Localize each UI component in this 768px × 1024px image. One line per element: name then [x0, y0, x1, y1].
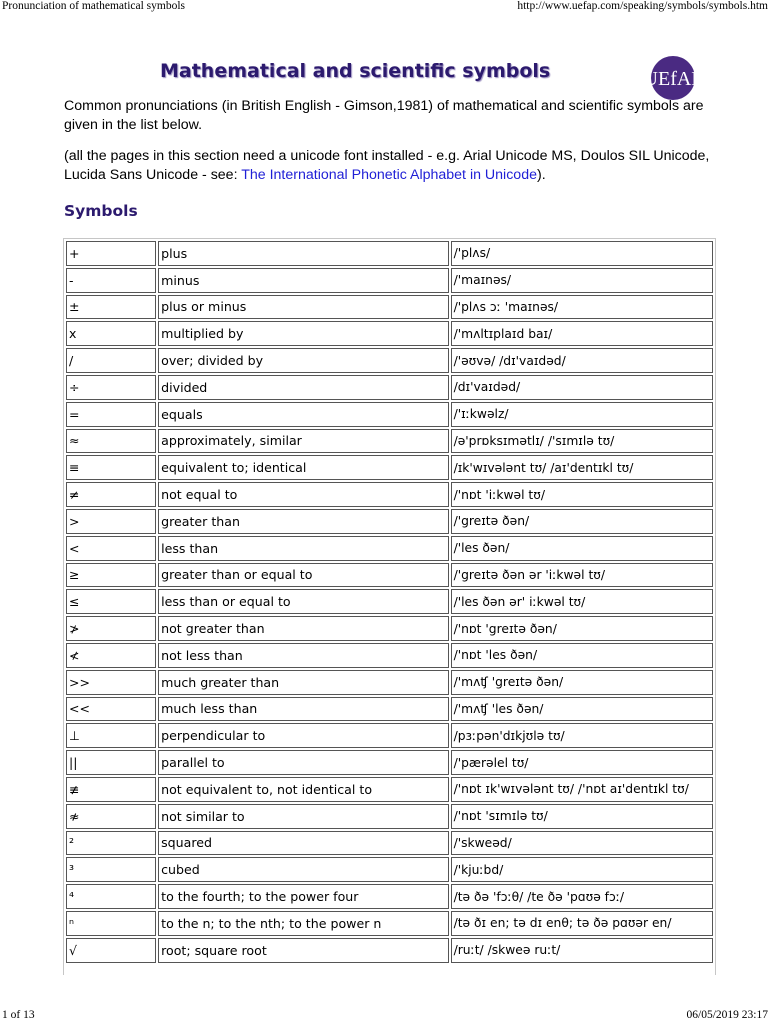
- pronunciation-cell: /'les ðən ər' iːkwəl tʊ/: [451, 589, 713, 614]
- pronunciation-cell: /'greɪtə ðən ər 'iːkwəl tʊ/: [451, 563, 713, 588]
- symbol-cell: ±: [66, 295, 156, 320]
- symbol-cell: ≮: [66, 643, 156, 668]
- table-row: [66, 857, 713, 882]
- meaning-cell: parallel to: [158, 750, 448, 775]
- table-row: [66, 697, 713, 722]
- table-row: [66, 563, 713, 588]
- symbol-cell: √: [66, 938, 156, 963]
- pronunciation-cell: /'nɒt 'les ðən/: [451, 643, 713, 668]
- symbol-cell: <<: [66, 697, 156, 722]
- meaning-cell: perpendicular to: [158, 723, 448, 748]
- table-row: [66, 911, 713, 936]
- pronunciation-cell: /tə ðɪ en; tə dɪ enθ; tə ðə pɑʊər en/: [451, 911, 713, 936]
- font-note-paragraph: [64, 147, 714, 185]
- symbol-cell: =: [66, 402, 156, 427]
- symbol-cell: >>: [66, 670, 156, 695]
- symbol-cell: /: [66, 348, 156, 373]
- pronunciation-cell: /'maɪnəs/: [451, 268, 713, 293]
- meaning-cell: not similar to: [158, 804, 448, 829]
- meaning-cell: equivalent to; identical: [158, 455, 448, 480]
- pronunciation-cell: /'greɪtə ðən/: [451, 509, 713, 534]
- meaning-cell: divided: [158, 375, 448, 400]
- font-note-closing: ).: [536, 167, 546, 183]
- pronunciation-cell: /tə ðə 'fɔːθ/ /te ðə 'pɑʊə fɔː/: [451, 884, 713, 909]
- meaning-cell: plus or minus: [158, 295, 448, 320]
- meaning-cell: not greater than: [158, 616, 448, 641]
- symbol-cell: ≠: [66, 482, 156, 507]
- table-row: [66, 804, 713, 829]
- print-header-title: Pronunciation of mathematical symbols: [2, 0, 186, 12]
- symbol-cell: -: [66, 268, 156, 293]
- pronunciation-cell: /'skweəd/: [451, 831, 713, 856]
- symbol-cell: ³: [66, 857, 156, 882]
- table-row: [66, 268, 713, 293]
- pronunciation-cell: /'mʌʧ 'greɪtə ðən/: [451, 670, 713, 695]
- table-row: [66, 777, 713, 802]
- table-row: [66, 884, 713, 909]
- symbol-cell: ≉: [66, 804, 156, 829]
- table-row: [66, 295, 713, 320]
- pronunciation-cell: /'nɒt ɪk'wɪvələnt tʊ/ /'nɒt aɪ'dentɪkl tʊ/: [451, 777, 713, 802]
- symbols-table-container: [63, 238, 716, 975]
- page-number: 1 of 13: [2, 1009, 35, 1021]
- symbol-cell: ≈: [66, 429, 156, 454]
- pronunciation-cell: /'plʌs ɔː 'maɪnəs/: [451, 295, 713, 320]
- meaning-cell: approximately, similar: [158, 429, 448, 454]
- pronunciation-cell: /'les ðən/: [451, 536, 713, 561]
- pronunciation-cell: /dɪ'vaɪdəd/: [451, 375, 713, 400]
- symbol-cell: ≥: [66, 563, 156, 588]
- symbols-table: [64, 239, 715, 965]
- symbol-cell: x: [66, 321, 156, 346]
- symbol-cell: ≯: [66, 616, 156, 641]
- meaning-cell: greater than: [158, 509, 448, 534]
- meaning-cell: less than: [158, 536, 448, 561]
- table-row: [66, 643, 713, 668]
- pronunciation-cell: /'mʌʧ 'les ðən/: [451, 697, 713, 722]
- pronunciation-cell: /'nɒt 'sɪmɪlə tʊ/: [451, 804, 713, 829]
- pronunciation-cell: /pɜːpən'dɪkjʊlə tʊ/: [451, 723, 713, 748]
- table-row: [66, 402, 713, 427]
- print-header-url: http://www.uefap.com/speaking/symbols/symbols.htm: [517, 0, 768, 12]
- symbol-cell: ⊥: [66, 723, 156, 748]
- table-row: [66, 589, 713, 614]
- symbol-cell: >: [66, 509, 156, 534]
- meaning-cell: minus: [158, 268, 448, 293]
- print-footer: [0, 1008, 768, 1024]
- pronunciation-cell: /'əʊvə/ /dɪ'vaɪdəd/: [451, 348, 713, 373]
- symbols-table-body: [66, 241, 713, 963]
- font-note-text: (all the pages in this section need a unicode font installed - e.g. Arial Unicode MS, Doulos SIL Unicode, Lucida Sans Unicode - see:: [64, 148, 710, 183]
- uefap-logo-graphic: [642, 54, 704, 102]
- intro-paragraph: Common pronunciations (in British English - Gimson,1981) of mathematical and scientific symbols are given in the list below.: [64, 98, 704, 133]
- meaning-cell: to the n; to the nth; to the power n: [158, 911, 448, 936]
- table-row: [66, 482, 713, 507]
- pronunciation-cell: /'nɒt 'iːkwəl tʊ/: [451, 482, 713, 507]
- table-row: [66, 375, 713, 400]
- table-row: [66, 241, 713, 266]
- meaning-cell: cubed: [158, 857, 448, 882]
- table-row: [66, 723, 713, 748]
- table-row: [66, 616, 713, 641]
- pronunciation-cell: /ruːt/ /skweə ruːt/: [451, 938, 713, 963]
- meaning-cell: not equivalent to, not identical to: [158, 777, 448, 802]
- pronunciation-cell: /'ɪːkwəlz/: [451, 402, 713, 427]
- pronunciation-cell: /ɪk'wɪvələnt tʊ/ /aɪ'dentɪkl tʊ/: [451, 455, 713, 480]
- uefap-logo[interactable]: [642, 54, 704, 102]
- table-row: [66, 348, 713, 373]
- table-row: [66, 455, 713, 480]
- table-row: [66, 670, 713, 695]
- meaning-cell: over; divided by: [158, 348, 448, 373]
- symbol-cell: ²: [66, 831, 156, 856]
- meaning-cell: equals: [158, 402, 448, 427]
- symbol-cell: +: [66, 241, 156, 266]
- ipa-unicode-link[interactable]: The International Phonetic Alphabet in Unicode: [241, 167, 537, 183]
- print-datetime: 06/05/2019 23:17: [686, 1009, 768, 1021]
- pronunciation-cell: /'plʌs/: [451, 241, 713, 266]
- table-row: [66, 509, 713, 534]
- symbol-cell: <: [66, 536, 156, 561]
- symbol-cell: ≡: [66, 455, 156, 480]
- table-row: [66, 429, 713, 454]
- meaning-cell: greater than or equal to: [158, 563, 448, 588]
- table-row: [66, 536, 713, 561]
- meaning-cell: not equal to: [158, 482, 448, 507]
- pronunciation-cell: /ə'prɒksɪmətlɪ/ /'sɪmɪlə tʊ/: [451, 429, 713, 454]
- meaning-cell: root; square root: [158, 938, 448, 963]
- pronunciation-cell: /'nɒt 'greɪtə ðən/: [451, 616, 713, 641]
- table-row: [66, 750, 713, 775]
- print-header: [0, 0, 768, 14]
- meaning-cell: to the fourth; to the power four: [158, 884, 448, 909]
- symbol-cell: ≤: [66, 589, 156, 614]
- symbol-cell: ≢: [66, 777, 156, 802]
- symbol-cell: ÷: [66, 375, 156, 400]
- meaning-cell: less than or equal to: [158, 589, 448, 614]
- logo-text: UEfAP: [643, 68, 703, 90]
- table-row: [66, 831, 713, 856]
- meaning-cell: not less than: [158, 643, 448, 668]
- symbol-cell: ⁴: [66, 884, 156, 909]
- meaning-cell: multiplied by: [158, 321, 448, 346]
- meaning-cell: plus: [158, 241, 448, 266]
- table-row: [66, 321, 713, 346]
- meaning-cell: much greater than: [158, 670, 448, 695]
- table-row: [66, 938, 713, 963]
- page-title: Mathematical and scientific symbols: [160, 60, 551, 82]
- section-heading-symbols: Symbols: [64, 202, 138, 220]
- symbol-cell: ||: [66, 750, 156, 775]
- meaning-cell: much less than: [158, 697, 448, 722]
- meaning-cell: squared: [158, 831, 448, 856]
- pronunciation-cell: /'kjuːbd/: [451, 857, 713, 882]
- pronunciation-cell: /'mʌltɪplaɪd baɪ/: [451, 321, 713, 346]
- symbol-cell: ⁿ: [66, 911, 156, 936]
- pronunciation-cell: /'pærəlel tʊ/: [451, 750, 713, 775]
